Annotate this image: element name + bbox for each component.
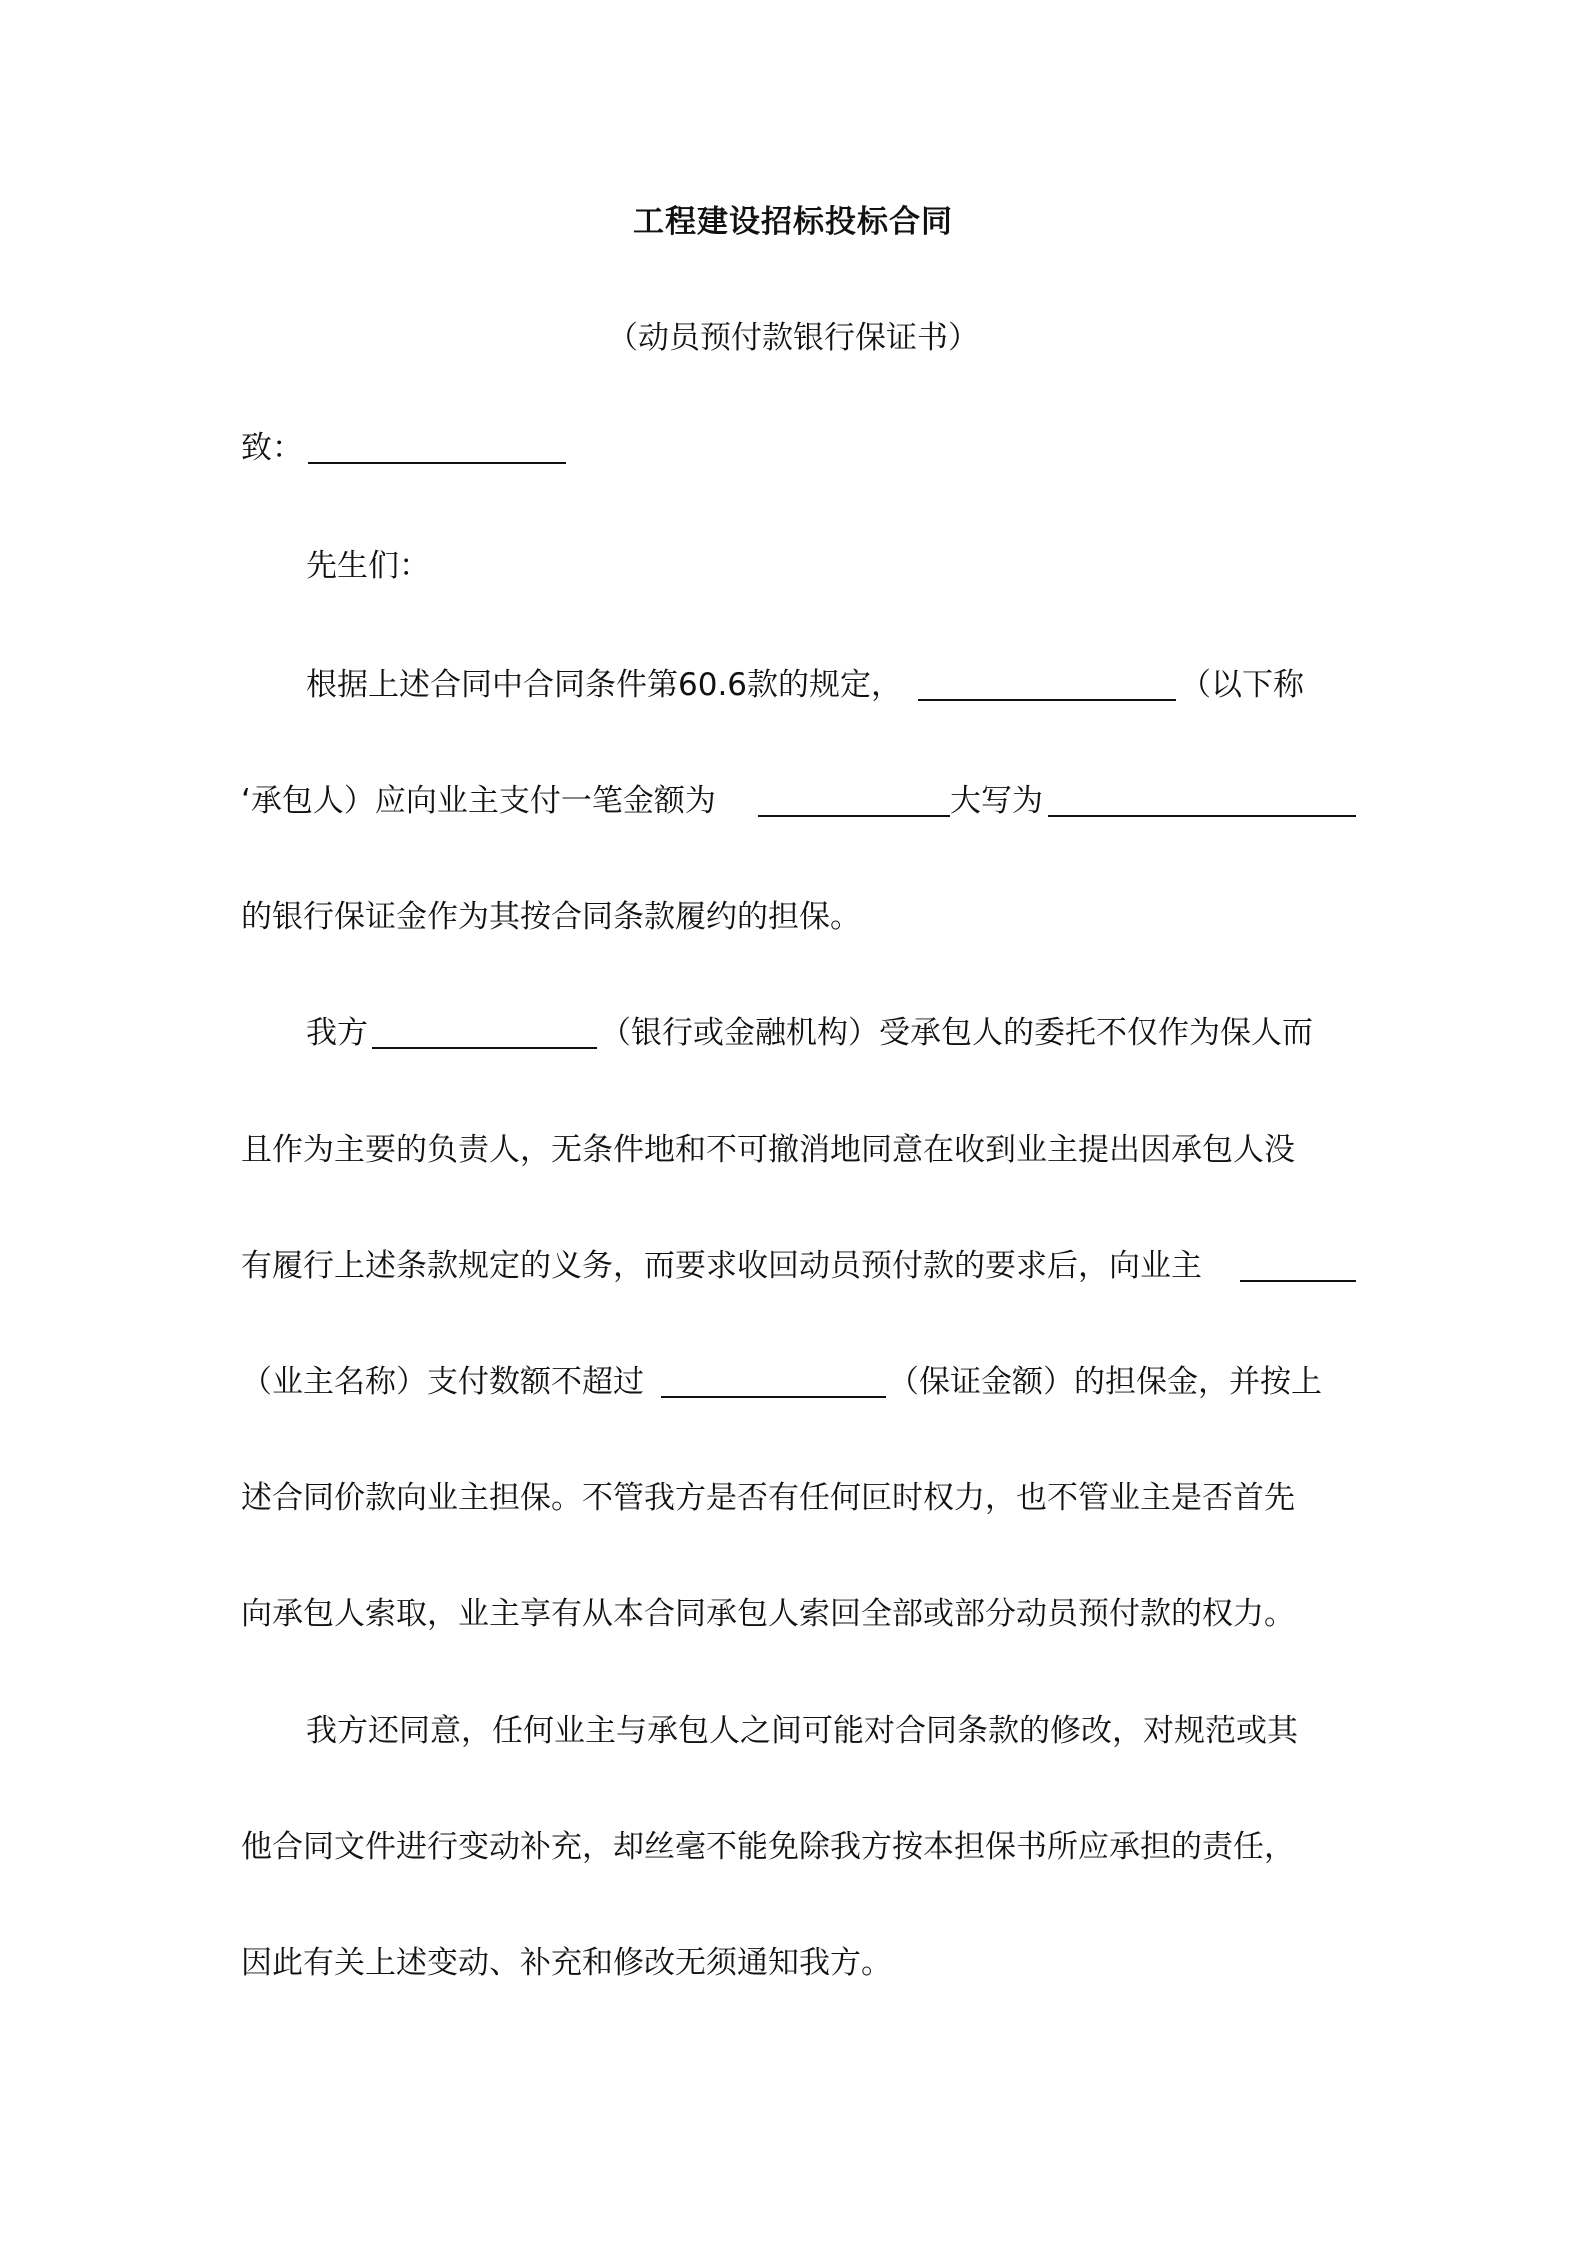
para3-text-b: 他合同文件进行变动补充，却丝毫不能免除我方按本担保书所应承担的责任， — [241, 1829, 1295, 1865]
para3-text-a: 我方还同意，任何业主与承包人之间可能对合同条款的修改，对规范或其 — [306, 1713, 1298, 1749]
para1-text-e: 的银行保证金作为其按合同条款履约的担保。 — [241, 899, 861, 935]
addressee-blank[interactable] — [308, 428, 566, 464]
to-label: 致： — [241, 430, 303, 466]
document-subtitle: （动员预付款银行保证书） — [607, 320, 979, 356]
para2-text-b: （银行或金融机构）受承包人的委托不仅作为保人而 — [600, 1015, 1313, 1051]
para2-text-d: 有履行上述条款规定的义务，而要求收回动员预付款的要求后，向业主 — [241, 1248, 1202, 1284]
para2-text-a: 我方 — [306, 1015, 368, 1051]
para1-text-a: 根据上述合同中合同条件第60.6款的规定， — [306, 667, 903, 703]
para1-text-d: 大写为 — [950, 783, 1043, 819]
contractor-name-blank[interactable] — [918, 665, 1176, 701]
para2-text-g: 述合同价款向业主担保。不管我方是否有任何叵时权力，也不管业主是否首先 — [241, 1480, 1295, 1516]
para2-text-c: 且作为主要的负责人，无条件地和不可撤消地同意在收到业主提出因承包人没 — [241, 1132, 1295, 1168]
para2-text-e: （业主名称）支付数额不超过 — [241, 1364, 644, 1400]
para1-text-c: ‘承包人）应向业主支付一笔金额为 — [241, 783, 716, 819]
para3-text-c: 因此有关上述变动、补充和修改无须通知我方。 — [241, 1945, 892, 1981]
salutation: 先生们： — [306, 548, 430, 584]
guarantee-amount-blank[interactable] — [661, 1362, 886, 1398]
amount-words-blank[interactable] — [1048, 781, 1356, 817]
bank-name-blank[interactable] — [372, 1013, 597, 1049]
para2-text-h: 向承包人索取，业主享有从本合同承包人索回全部或部分动员预付款的权力。 — [241, 1596, 1295, 1632]
owner-blank[interactable] — [1240, 1246, 1356, 1282]
document-title: 工程建设招标投标合同 — [633, 204, 953, 240]
amount-blank[interactable] — [758, 781, 950, 817]
para2-text-f: （保证金额）的担保金，并按上 — [888, 1364, 1322, 1400]
para1-text-b: （以下称 — [1180, 667, 1304, 703]
